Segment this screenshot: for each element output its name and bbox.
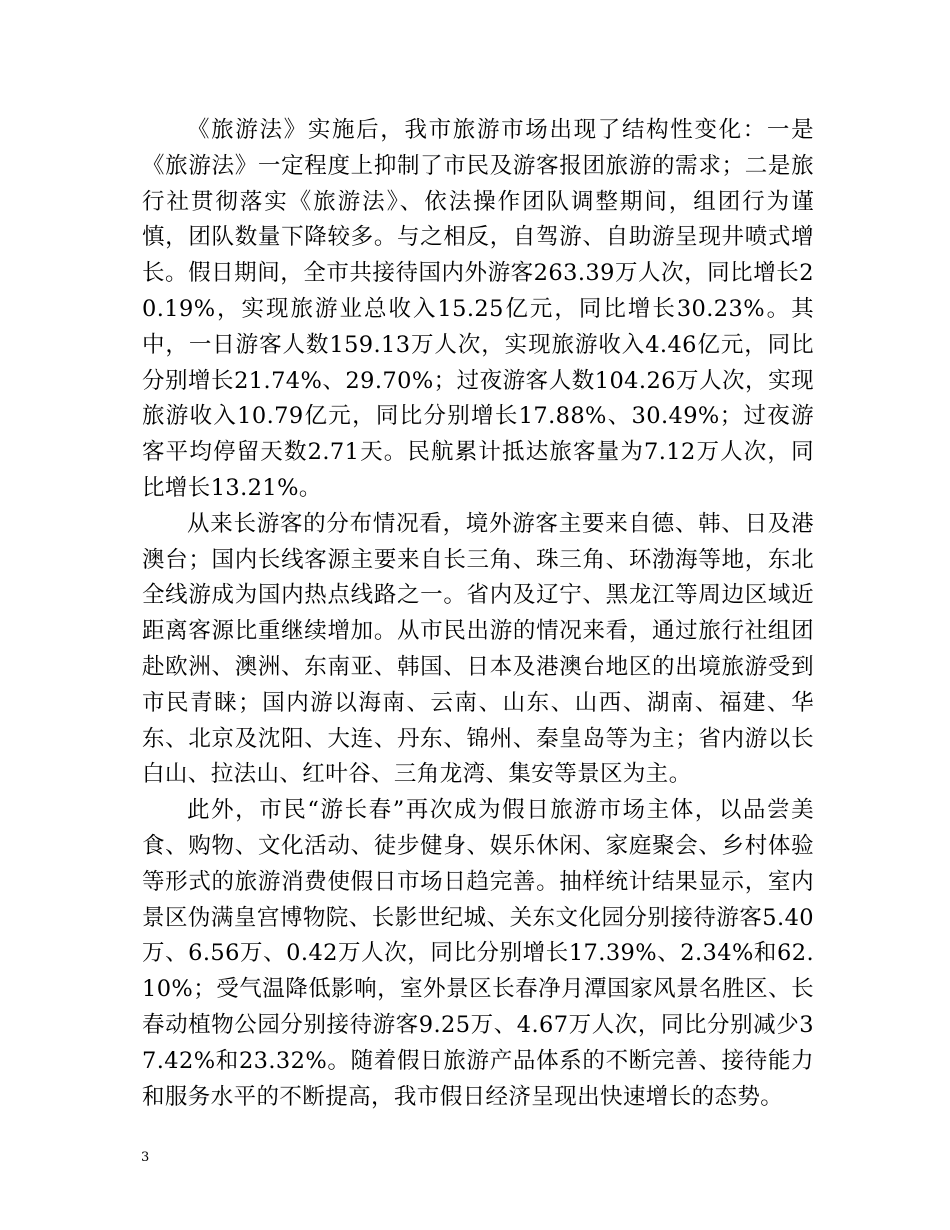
paragraph-tourism-law-impact: 《旅游法》实施后，我市旅游市场出现了结构性变化：一是《旅游法》一定程度上抑制了市民及游客报团旅游的需求；二是旅行社贯彻落实《旅游法》、依法操作团队调整期间，组团行为谨慎，团队数量下降较多。与之相反，自驾游、自助游呈现井喷式增长。假日期间，全市共接待国内外游客263.39万人次，同比增长20.19%，实现旅游业总收入15.25亿元，同比增长30.23%。其中，一日游客人数159.13万人次，实现旅游收入4.46亿元，同比分别增长21.74%、29.70%；过夜游客人数104.26万人次，实现旅游收入10.79亿元，同比分别增长17.88%、30.49%；过夜游客平均停留天数2.71天。民航累计抵达旅客量为7.12万人次，同比增长13.21%。: [142, 117, 814, 501]
paragraph-local-tourism: 此外，市民“游长春”再次成为假日旅游市场主体，以品尝美食、购物、文化活动、徒步健身、娱乐休闲、家庭聚会、乡村体验等形式的旅游消费使假日市场日趋完善。抽样统计结果显示，室内景区伪满皇宫博物院、长影世纪城、关东文化园分别接待游客5.40万、6.56万、0.42万人次，同比分别增长17.39%、2.34%和62.10%；受气温降低影响，室外景区长春净月潭国家风景名胜区、长春动植物公园分别接待游客9.25万、4.67万人次，同比分别减少37.42%和23.32%。随着假日旅游产品体系的不断完善、接待能力和服务水平的不断提高，我市假日经济呈现出快速增长的态势。: [142, 797, 814, 1110]
paragraph-visitor-distribution: 从来长游客的分布情况看，境外游客主要来自德、韩、日及港澳台；国内长线客源主要来自长三角、珠三角、环渤海等地，东北全线游成为国内热点线路之一。省内及辽宁、黑龙江等周边区域近距离客源比重继续增加。从市民出游的情况来看，通过旅行社组团赴欧洲、澳洲、东南亚、韩国、日本及港澳台地区的出境旅游受到市民青睐；国内游以海南、云南、山东、山西、湖南、福建、华东、北京及沈阳、大连、丹东、锦州、秦皇岛等为主；省内游以长白山、拉法山、红叶谷、三角龙湾、集安等景区为主。: [142, 510, 814, 788]
document-body: [142, 113, 814, 1115]
page-number: 3: [141, 1150, 150, 1165]
